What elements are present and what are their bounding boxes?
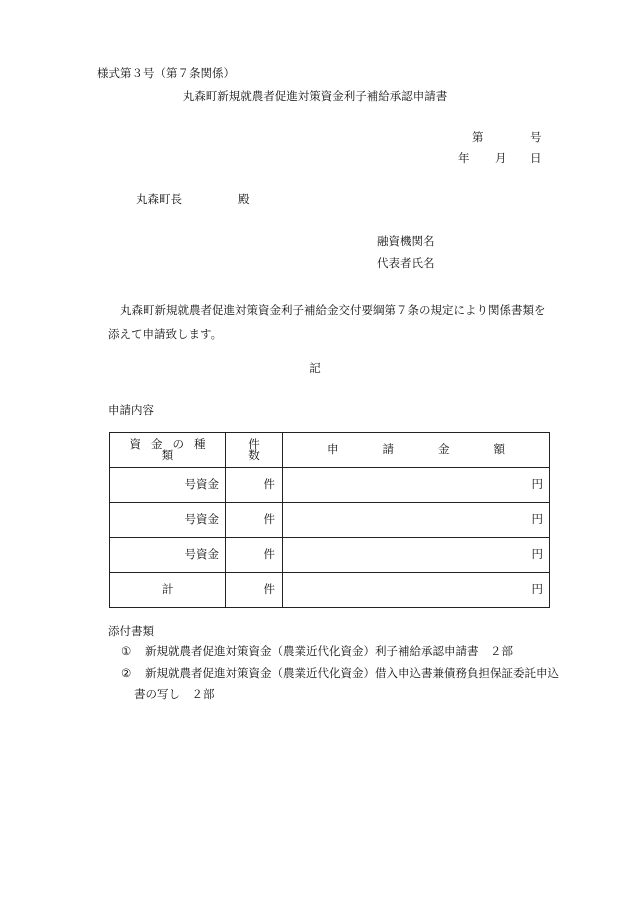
body-text: 丸森町新規就農者促進対策資金利子補給金交付要綱第７条の規定により関係書類を添えて申請致します。 [108, 303, 546, 341]
date-month: 月 [495, 151, 507, 165]
header-amount: 申請金額 [283, 433, 550, 468]
count-cell: 件 [226, 503, 283, 538]
attachment-mark: ① [121, 644, 132, 658]
table-row [110, 503, 550, 538]
amount-cell: 円 [283, 468, 550, 503]
table-row [110, 468, 550, 503]
amount-cell: 円 [283, 538, 550, 573]
table-header-row [110, 433, 550, 468]
institution-label: 融資機関名 [377, 234, 435, 248]
addressee-honorific: 殿 [238, 192, 250, 206]
attachment-item-2-continuation: 書の写し ２部 [134, 687, 215, 701]
application-table [109, 432, 550, 608]
ki-heading: 記 [309, 361, 321, 375]
amount-cell: 円 [283, 503, 550, 538]
representative-label: 代表者氏名 [377, 256, 435, 270]
attachment-item-1 [121, 646, 513, 658]
attachment-item-2 [121, 668, 559, 680]
document-title: 丸森町新規就農者促進対策資金利子補給承認申請書 [182, 89, 448, 103]
attachment-mark: ② [121, 666, 132, 680]
content-label: 申請内容 [108, 403, 154, 417]
header-count: 件数 [226, 433, 283, 468]
table-total-row [110, 573, 550, 608]
ref-number-dai: 第 [472, 130, 484, 144]
attachments-label: 添付書類 [108, 624, 154, 638]
ref-number-go: 号 [530, 130, 542, 144]
total-amount-cell: 円 [283, 573, 550, 608]
header-kind: 資金の種類 [110, 433, 226, 468]
addressee-name: 丸森町長 [136, 192, 182, 206]
kind-cell: 号資金 [110, 538, 226, 573]
form-number: 様式第３号（第７条関係） [97, 66, 235, 80]
kind-cell: 号資金 [110, 503, 226, 538]
count-cell: 件 [226, 538, 283, 573]
count-cell: 件 [226, 468, 283, 503]
kind-cell: 号資金 [110, 468, 226, 503]
attachment-text: 新規就農者促進対策資金（農業近代化資金）借入申込書兼債務負担保証委託申込 [145, 666, 559, 680]
total-kind-cell: 計 [110, 573, 226, 608]
date-day: 日 [530, 151, 542, 165]
table-row [110, 538, 550, 573]
total-count-cell: 件 [226, 573, 283, 608]
attachment-text: 新規就農者促進対策資金（農業近代化資金）利子補給承認申請書 ２部 [145, 644, 513, 658]
date-year: 年 [458, 151, 470, 165]
